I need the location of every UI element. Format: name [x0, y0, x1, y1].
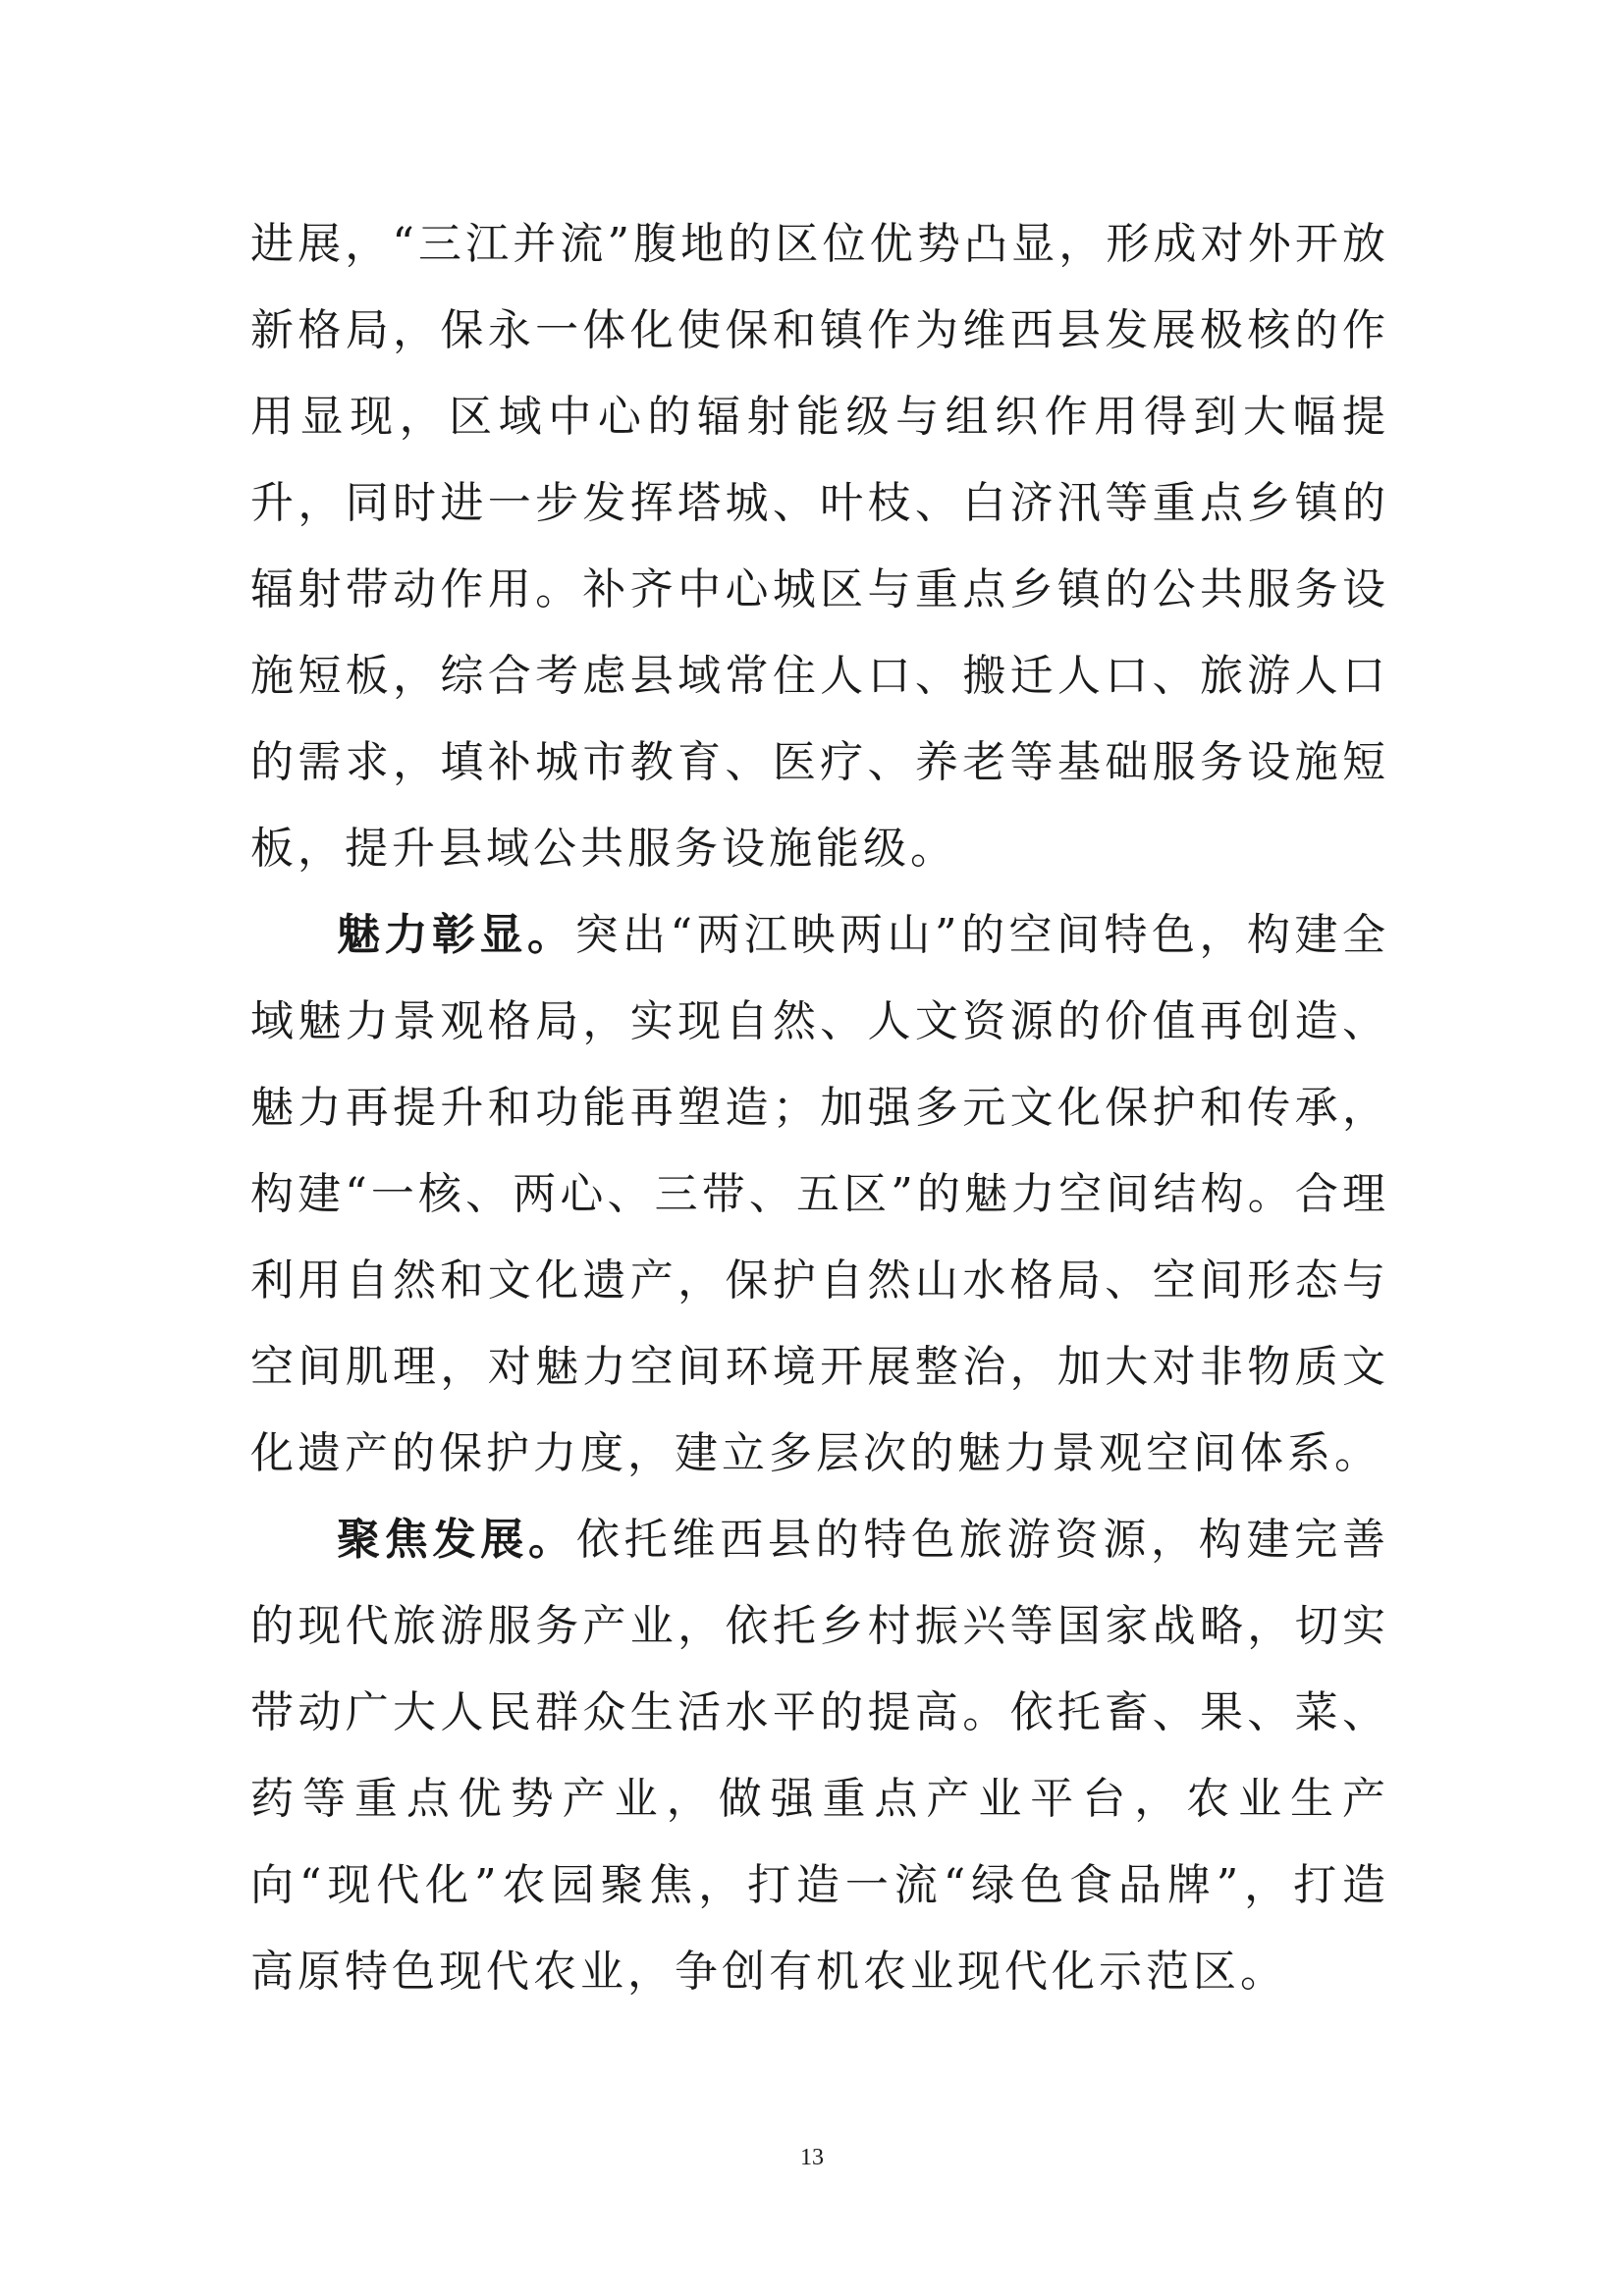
page-number: 13	[800, 2145, 824, 2170]
paragraph-continuation	[250, 201, 1389, 892]
paragraph-text: 进展，“三江并流”腹地的区位优势凸显，形成对外开放新格局，保永一体化使保和镇作为维西县发展极核的作用显现，区域中心的辐射能级与组织作用得到大幅提升，同时进一步发挥塔城、叶枝、白济汛等重点乡镇的辐射带动作用。补齐中心城区与重点乡镇的公共服务设施短板，综合考虑县域常住人口、搬迁人口、旅游人口的需求，填补城市教育、医疗、养老等基础服务设施短板，提升县域公共服务设施能级。	[250, 219, 1389, 874]
paragraph-text: 依托维西县的特色旅游资源，构建完善的现代旅游服务产业，依托乡村振兴等国家战略，切实带动广大人民群众生活水平的提高。依托畜、果、菜、药等重点优势产业，做强重点产业平台，农业生产向“现代化”农园聚焦，打造一流“绿色食品牌”，打造高原特色现代农业，争创有机农业现代化示范区。	[250, 1515, 1390, 1997]
paragraph-focus-development	[250, 1497, 1389, 2015]
paragraph-heading: 聚焦发展。	[337, 1515, 576, 1565]
paragraph-charm	[250, 892, 1389, 1497]
paragraph-heading: 魅力彰显。	[337, 910, 575, 960]
paragraph-text: 突出“两江映两山”的空间特色，构建全域魅力景观格局，实现自然、人文资源的价值再创造、魅力再提升和功能再塑造；加强多元文化保护和传承，构建“一核、两心、三带、五区”的魅力空间结构。合理利用自然和文化遗产，保护自然山水格局、空间形态与空间肌理，对魅力空间环境开展整治，加大对非物质文化遗产的保护力度，建立多层次的魅力景观空间体系。	[250, 910, 1389, 1478]
body-text	[250, 201, 1389, 2015]
